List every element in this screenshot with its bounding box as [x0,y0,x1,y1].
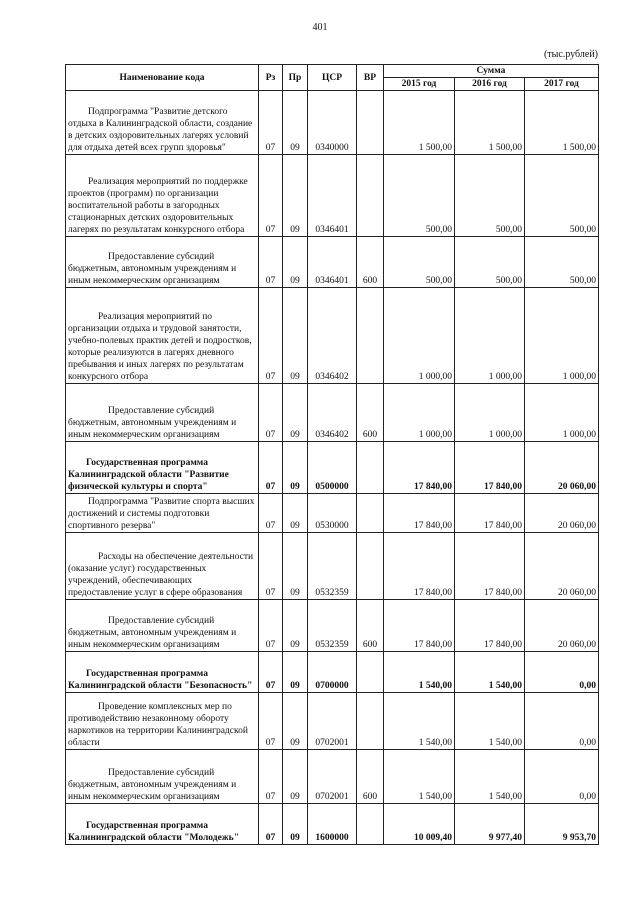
table-row [66,750,599,804]
row-rz: 07 [259,600,283,652]
table-row [66,600,599,652]
row-csr: 1600000 [308,804,357,845]
row-sum-2015: 500,00 [384,237,455,288]
row-sum-2015: 1 000,00 [384,288,455,384]
row-csr: 0532359 [308,600,357,652]
row-vr [357,804,384,845]
unit-label: (тыс.рублей) [543,49,598,60]
row-rz: 07 [259,652,283,693]
row-pr: 09 [283,693,308,750]
row-csr: 0702001 [308,693,357,750]
row-sum-2016: 1 000,00 [455,384,525,442]
header-pr: Пр [283,65,308,91]
row-pr: 09 [283,533,308,600]
row-pr: 09 [283,652,308,693]
row-pr: 09 [283,750,308,804]
row-csr: 0346402 [308,288,357,384]
row-sum-2016: 1 500,00 [455,91,525,155]
row-sum-2015: 17 840,00 [384,600,455,652]
table-row [66,533,599,600]
row-rz: 07 [259,237,283,288]
row-name: Подпрограмма "Развитие спорта высших достижений и системы подготовки спортивного резерва" [66,494,259,533]
row-vr: 600 [357,237,384,288]
header-year-2016: 2016 год [455,78,525,91]
table-row [66,384,599,442]
row-name: Предоставление субсидий бюджетным, автономным учреждениям и иным некоммерческим организациям [66,600,259,652]
row-sum-2017: 1 000,00 [525,384,599,442]
row-sum-2016: 500,00 [455,155,525,237]
row-vr: 600 [357,384,384,442]
row-sum-2016: 17 840,00 [455,494,525,533]
row-vr [357,155,384,237]
row-pr: 09 [283,91,308,155]
table-row [66,804,599,845]
row-csr: 0700000 [308,652,357,693]
row-name: Подпрограмма "Развитие детского отдыха в Калининградской области, создание в детских оздоровительных лагерях условий для отдыха детей всех групп здоровья" [66,91,259,155]
row-name: Государственная программа Калининградской области "Развитие физической культуры и спорта" [66,442,259,494]
row-rz: 07 [259,750,283,804]
row-sum-2015: 1 540,00 [384,693,455,750]
row-pr: 09 [283,494,308,533]
row-csr: 0500000 [308,442,357,494]
row-sum-2017: 0,00 [525,652,599,693]
row-sum-2015: 10 009,40 [384,804,455,845]
row-pr: 09 [283,442,308,494]
row-pr: 09 [283,288,308,384]
row-vr [357,652,384,693]
row-rz: 07 [259,494,283,533]
header-csr: ЦСР [308,65,357,91]
row-vr [357,288,384,384]
header-year-2015: 2015 год [384,78,455,91]
row-name: Проведение комплексных мер по противодействию незаконному обороту наркотиков на территории Калининградской области [66,693,259,750]
table-row [66,442,599,494]
row-sum-2015: 1 500,00 [384,91,455,155]
row-csr: 0340000 [308,91,357,155]
header-vr: ВР [357,65,384,91]
row-vr [357,494,384,533]
table-row [66,91,599,155]
table-row [66,155,599,237]
row-vr: 600 [357,600,384,652]
row-sum-2016: 1 540,00 [455,750,525,804]
row-sum-2017: 20 060,00 [525,494,599,533]
row-sum-2016: 1 540,00 [455,693,525,750]
row-sum-2015: 1 540,00 [384,750,455,804]
row-pr: 09 [283,155,308,237]
row-sum-2016: 1 540,00 [455,652,525,693]
row-vr [357,533,384,600]
row-sum-2016: 1 000,00 [455,288,525,384]
row-rz: 07 [259,442,283,494]
row-vr [357,442,384,494]
row-name: Государственная программа Калининградской области "Молодежь" [66,804,259,845]
row-csr: 0702001 [308,750,357,804]
row-vr [357,693,384,750]
row-csr: 0530000 [308,494,357,533]
row-sum-2015: 17 840,00 [384,533,455,600]
row-sum-2015: 17 840,00 [384,494,455,533]
row-rz: 07 [259,384,283,442]
header-year-2017: 2017 год [525,78,599,91]
row-csr: 0346401 [308,155,357,237]
row-sum-2015: 1 540,00 [384,652,455,693]
row-sum-2016: 17 840,00 [455,442,525,494]
row-rz: 07 [259,155,283,237]
row-sum-2015: 500,00 [384,155,455,237]
table-row [66,288,599,384]
row-name: Предоставление субсидий бюджетным, автономным учреждениям и иным некоммерческим организациям [66,384,259,442]
row-sum-2017: 0,00 [525,750,599,804]
table-row [66,494,599,533]
row-sum-2017: 20 060,00 [525,533,599,600]
row-rz: 07 [259,533,283,600]
row-sum-2017: 20 060,00 [525,442,599,494]
table-row [66,693,599,750]
row-name: Реализация мероприятий по организации отдыха и трудовой занятости, учебно-полевых практик детей и подростков, которые реализуются в лагерях дневного пребывания и иных лагерях по результатам конкурсного отбора [66,288,259,384]
row-sum-2017: 500,00 [525,237,599,288]
row-name: Расходы на обеспечение деятельности (оказание услуг) государственных учреждений, обеспечивающих предоставление услуг в сфере образования [66,533,259,600]
row-vr [357,91,384,155]
row-rz: 07 [259,693,283,750]
row-sum-2017: 0,00 [525,693,599,750]
row-csr: 0346401 [308,237,357,288]
row-sum-2017: 20 060,00 [525,600,599,652]
row-sum-2015: 1 000,00 [384,384,455,442]
row-csr: 0346402 [308,384,357,442]
row-sum-2016: 500,00 [455,237,525,288]
row-name: Реализация мероприятий по поддержке проектов (программ) по организации воспитательной работы в загородных стационарных детских оздоровительных лагерях по результатам конкурсного отбора [66,155,259,237]
row-name: Государственная программа Калининградской области "Безопасность" [66,652,259,693]
row-sum-2017: 1 000,00 [525,288,599,384]
row-rz: 07 [259,288,283,384]
header-rz: Рз [259,65,283,91]
header-name: Наименование кода [66,65,259,91]
row-csr: 0532359 [308,533,357,600]
row-vr: 600 [357,750,384,804]
row-rz: 07 [259,91,283,155]
row-name: Предоставление субсидий бюджетным, автономным учреждениям и иным некоммерческим организациям [66,237,259,288]
table-row [66,237,599,288]
table-body [66,91,599,845]
row-pr: 09 [283,804,308,845]
budget-table [65,64,599,845]
row-rz: 07 [259,804,283,845]
row-name: Предоставление субсидий бюджетным, автономным учреждениям и иным некоммерческим организациям [66,750,259,804]
row-sum-2015: 17 840,00 [384,442,455,494]
page-number: 401 [312,22,328,33]
row-sum-2017: 1 500,00 [525,91,599,155]
row-sum-2016: 17 840,00 [455,533,525,600]
row-sum-2016: 9 977,40 [455,804,525,845]
header-sum: Сумма [384,65,599,78]
table-row [66,652,599,693]
row-pr: 09 [283,384,308,442]
row-pr: 09 [283,600,308,652]
row-sum-2017: 9 953,70 [525,804,599,845]
row-sum-2016: 17 840,00 [455,600,525,652]
row-sum-2017: 500,00 [525,155,599,237]
row-pr: 09 [283,237,308,288]
